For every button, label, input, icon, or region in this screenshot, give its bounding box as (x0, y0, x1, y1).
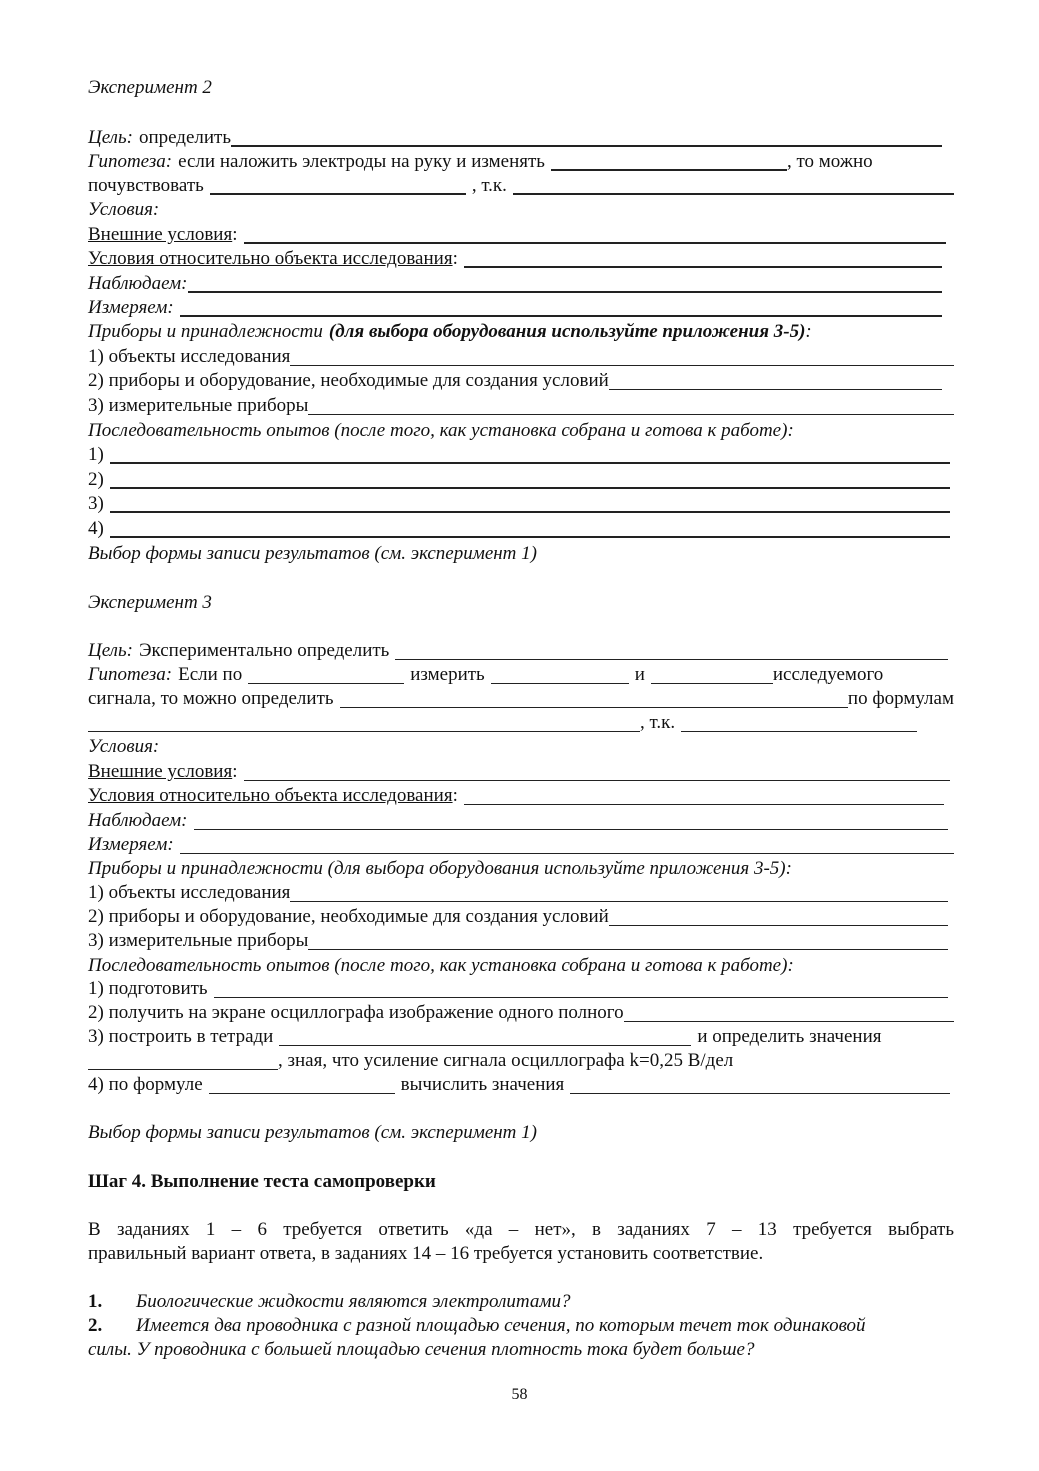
question-2-number: 2. (88, 1315, 103, 1336)
exp2-sequence-blank[interactable] (110, 506, 950, 513)
exp2-object-label: Условия относительно объекта исследования (88, 248, 453, 269)
exp2-hypothesis-line2 (88, 174, 954, 198)
exp2-devices-label: Приборы и принадлежности (для выбора оборудования используйте приложения 3-5) : (88, 321, 812, 342)
exp3-conditions-text: Условия: (88, 736, 160, 757)
page-number: 58 (511, 1386, 528, 1403)
exp3-step-4-text-b: вычислить значения (400, 1074, 565, 1095)
exp3-devices-label (88, 857, 954, 881)
exp3-h-line2b: по формулам (847, 688, 954, 709)
exp2-hypothesis-text2: , то можно (786, 151, 873, 172)
exp2-goal-blank[interactable] (231, 140, 942, 147)
exp3-device-item-blank[interactable] (290, 896, 948, 902)
exp2-sequence-label (88, 419, 954, 443)
exp2-sequence-label-text: Последовательность опытов (после того, как установка собрана и готова к работе): (88, 420, 794, 441)
exp2-title (88, 76, 954, 100)
question-2-text-line1: Имеется два проводника с разной площадью сечения, по которым течет ток одинаковой (136, 1315, 866, 1336)
exp2-object-blank[interactable] (464, 261, 942, 268)
exp3-object-blank[interactable] (464, 799, 944, 805)
exp2-title-text: Эксперимент 2 (88, 77, 212, 98)
exp2-sequence-item (88, 443, 954, 467)
question-1-text: Биологические жидкости являются электролитами? (136, 1291, 571, 1312)
exp3-observe-line (88, 809, 954, 833)
exp3-results-label (88, 1121, 954, 1145)
exp2-hypothesis-label: Гипотеза: (88, 151, 173, 172)
exp3-h-blank5[interactable] (88, 726, 640, 732)
exp3-goal-line (88, 639, 954, 663)
exp3-step-3-text-b: и определить значения (697, 1026, 882, 1047)
exp3-step-3-blank2[interactable] (88, 1064, 278, 1070)
exp3-measure-blank[interactable] (180, 848, 954, 854)
exp2-device-item-blank[interactable] (609, 384, 942, 390)
exp2-conditions-label (88, 198, 954, 222)
exp3-h-blank2[interactable] (491, 678, 629, 684)
exp2-device-item-label: 2) приборы и оборудование, необходимые для создания условий (88, 370, 609, 391)
exp3-observe-label: Наблюдаем: (88, 810, 188, 831)
question-1-number: 1. (88, 1291, 103, 1312)
exp2-sequence-blank[interactable] (110, 482, 950, 489)
exp2-hypothesis-blank2[interactable] (210, 188, 466, 195)
exp3-h-if-by: Если по (178, 664, 243, 685)
exp2-sequence-blank[interactable] (110, 457, 950, 464)
exp2-hypothesis-text1: если наложить электроды на руку и изменять (178, 151, 545, 172)
step4-intro-line2: правильный вариант ответа, в заданиях 14 – 16 требуется установить соответствие. (88, 1243, 764, 1264)
exp3-measure-label: Измеряем: (88, 834, 174, 855)
step4-heading-text: Шаг 4. Выполнение теста самопроверки (88, 1171, 436, 1192)
exp3-title-text: Эксперимент 3 (88, 592, 212, 613)
exp3-hypothesis-line1 (88, 663, 954, 687)
exp3-step-3-blank1[interactable] (279, 1040, 691, 1046)
exp3-external-blank[interactable] (244, 775, 951, 781)
exp3-h-blank3[interactable] (651, 678, 773, 684)
exp3-conditions-label (88, 735, 954, 759)
question-1 (88, 1290, 954, 1314)
exp3-device-item (88, 929, 954, 953)
exp2-device-item-label: 1) объекты исследования (88, 346, 291, 367)
question-2 (88, 1314, 954, 1338)
exp2-sequence-num: 1) (88, 444, 104, 465)
exp2-device-item-label: 3) измерительные приборы (88, 395, 309, 416)
exp2-results-text: Выбор формы записи результатов (см. эксперимент 1) (88, 543, 537, 564)
question-2-text-line2: силы. У проводника с большей площадью сечения плотность тока будет больше? (88, 1339, 755, 1360)
exp3-device-item-blank[interactable] (609, 920, 948, 926)
exp2-measure-label: Измеряем: (88, 297, 174, 318)
exp3-goal-text: Экспериментально определить (138, 640, 390, 661)
exp3-step-3-cont (88, 1049, 954, 1073)
exp3-devices-label-text: Приборы и принадлежности (для выбора оборудования используйте приложения 3-5): (88, 858, 792, 879)
exp3-step-1 (88, 977, 954, 1001)
exp3-sequence-label (88, 954, 954, 978)
exp3-object-line: Условия относительно объекта исследования : (88, 784, 954, 808)
exp2-sequence-item (88, 492, 954, 516)
exp2-hypothesis-line1 (88, 150, 954, 174)
exp2-external-blank[interactable] (244, 237, 947, 244)
exp2-hypothesis-text3: почувствовать (88, 175, 204, 196)
exp3-h-tk: , т.к. (640, 712, 676, 733)
exp3-step-4-text-a: 4) по формуле (88, 1074, 203, 1095)
exp2-measure-blank[interactable] (180, 310, 942, 317)
exp3-device-item (88, 881, 954, 905)
exp2-sequence-item (88, 517, 954, 541)
step4-intro-line1: В заданиях 1 – 6 требуется ответить «да – нет», в заданиях 7 – 13 требуется выбрать (88, 1219, 954, 1240)
exp3-h-blank4[interactable] (340, 702, 848, 708)
exp3-h-blank1[interactable] (248, 678, 404, 684)
exp3-h-measure: измерить (410, 664, 485, 685)
exp2-sequence-blank[interactable] (110, 531, 950, 538)
exp3-hypothesis-line3 (88, 711, 954, 735)
exp2-conditions-text: Условия: (88, 199, 160, 220)
exp2-sequence-num: 3) (88, 493, 104, 514)
exp3-device-item-label: 3) измерительные приборы (88, 930, 309, 951)
exp2-observe-label: Наблюдаем: (88, 273, 188, 294)
exp2-sequence-num: 4) (88, 518, 104, 539)
exp2-device-item (88, 394, 954, 418)
exp3-step-2-text: 2) получить на экране осциллографа изображение одного полного (88, 1002, 624, 1023)
exp2-goal-line (88, 126, 954, 150)
exp2-goal-text: определить (138, 127, 232, 148)
exp3-hypothesis-line2 (88, 687, 954, 711)
exp3-h-and: и (634, 664, 645, 685)
exp3-step-3-text-c: , зная, что усиление сигнала осциллографа k=0,25 В/дел (278, 1050, 734, 1071)
exp3-goal-blank[interactable] (395, 654, 948, 660)
exp3-h-signal: исследуемого (772, 664, 884, 685)
exp2-device-item-blank[interactable] (308, 409, 954, 415)
exp2-hypothesis-blank3[interactable] (513, 188, 954, 195)
exp2-devices-label-text: Приборы и принадлежности (88, 321, 323, 342)
exp2-external-label: Внешние условия (88, 224, 233, 245)
exp3-step-1-blank[interactable] (214, 992, 948, 998)
exp3-step-4-blank2[interactable] (570, 1088, 950, 1094)
exp2-sequence-item (88, 468, 954, 492)
exp2-external-line: Внешние условия : (88, 223, 954, 247)
exp3-step-2-blank[interactable] (624, 1016, 954, 1022)
exp3-external-label: Внешние условия (88, 761, 233, 782)
exp2-device-item (88, 345, 954, 369)
exp3-h-line2a: сигнала, то можно определить (88, 688, 334, 709)
step4-heading (88, 1170, 954, 1194)
exp3-step-2 (88, 1001, 954, 1025)
exp3-h-blank6[interactable] (681, 726, 917, 732)
exp3-step-1-text: 1) подготовить (88, 978, 208, 999)
exp2-hypothesis-blank1[interactable] (551, 164, 787, 171)
exp2-object-line: Условия относительно объекта исследования : (88, 247, 954, 271)
question-2-cont (88, 1338, 954, 1362)
exp2-measure-line (88, 296, 954, 320)
exp3-object-label: Условия относительно объекта исследования (88, 785, 453, 806)
exp2-results-label (88, 542, 954, 566)
exp3-title (88, 591, 954, 615)
exp3-step-3-text-a: 3) построить в тетради (88, 1026, 274, 1047)
exp3-results-text: Выбор формы записи результатов (см. эксперимент 1) (88, 1122, 537, 1143)
exp3-external-line: Внешние условия : (88, 760, 954, 784)
exp3-goal-label: Цель: (88, 640, 133, 661)
exp2-device-item-blank[interactable] (290, 360, 954, 366)
exp3-sequence-label-text: Последовательность опытов (после того, как установка собрана и готова к работе): (88, 955, 794, 976)
exp3-step-4 (88, 1073, 954, 1097)
exp2-hypothesis-text4: , т.к. (471, 175, 507, 196)
exp2-observe-line (88, 272, 954, 296)
exp3-step-4-blank1[interactable] (209, 1088, 395, 1094)
exp3-device-item-label: 2) приборы и оборудование, необходимые для создания условий (88, 906, 609, 927)
exp3-device-item-label: 1) объекты исследования (88, 882, 291, 903)
exp3-measure-line (88, 833, 954, 857)
exp3-device-item-blank[interactable] (308, 944, 948, 950)
exp3-device-item (88, 905, 954, 929)
exp2-device-item (88, 369, 954, 393)
exp3-observe-blank[interactable] (194, 824, 948, 830)
exp3-hypothesis-label: Гипотеза: (88, 664, 173, 685)
exp3-step-3 (88, 1025, 954, 1049)
exp2-goal-label: Цель: (88, 127, 133, 148)
exp2-observe-blank[interactable] (188, 286, 942, 293)
exp2-devices-note: (для выбора оборудования используйте приложения 3-5) (328, 321, 806, 342)
exp2-sequence-num: 2) (88, 469, 104, 490)
